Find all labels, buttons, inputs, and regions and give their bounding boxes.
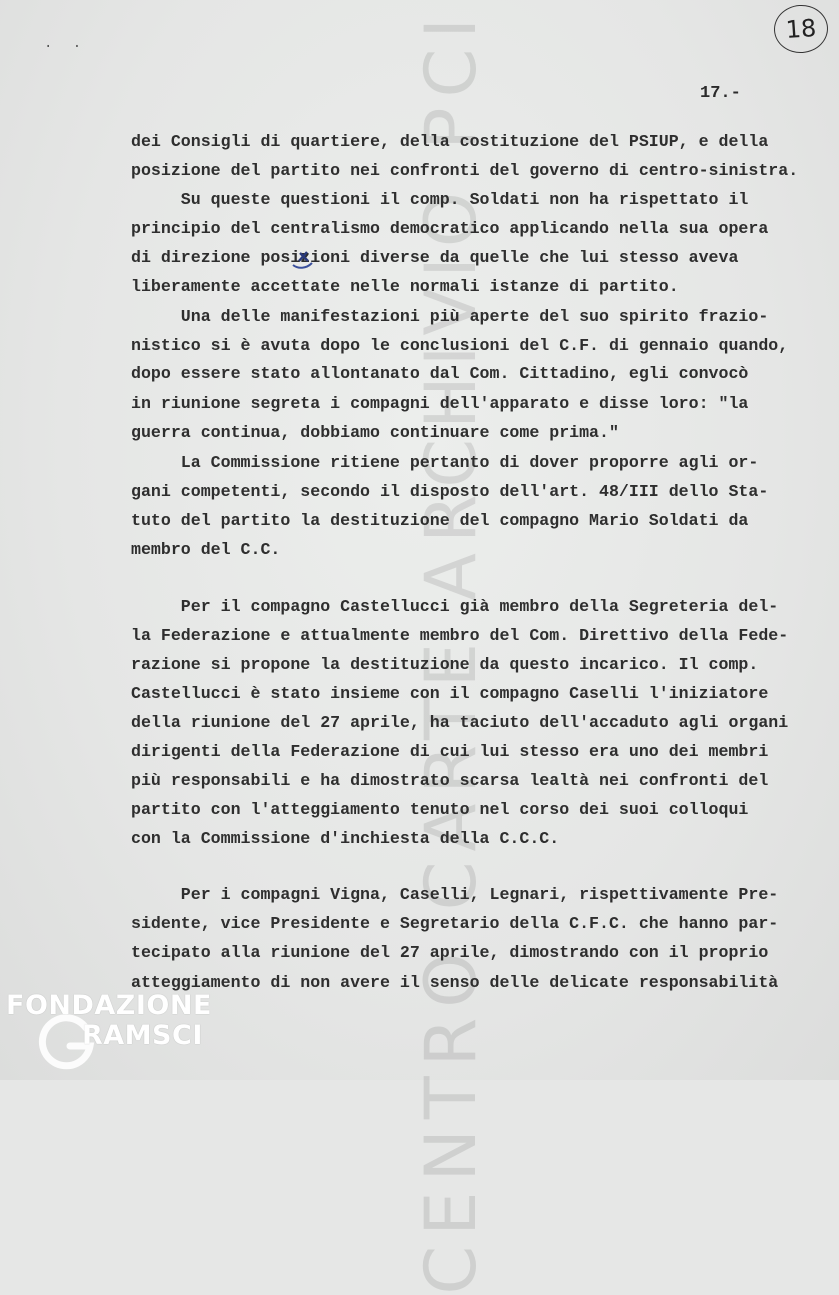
body-line: Castellucci è stato insieme con il compagno Caselli l'iniziatore	[131, 684, 769, 703]
body-line: Per i compagni Vigna, Caselli, Legnari, rispettivamente Pre-	[131, 885, 779, 904]
archive-stamp-text: CENTRO CARTE ARCHIVIO PCI	[410, 8, 492, 1295]
body-line: dirigenti della Federazione di cui lui stesso era uno dei membri	[131, 742, 769, 761]
logo-text-line1: FONDAZIONE	[6, 990, 212, 1021]
handwritten-correction-mark	[290, 247, 316, 271]
body-line: dopo essere stato allontanato dal Com. Cittadino, egli convocò	[131, 364, 749, 383]
body-line: posizione del partito nei confronti del governo di centro-sinistra.	[131, 161, 799, 180]
body-line: nistico si è avuta dopo le conclusioni del C.F. di gennaio quando,	[131, 336, 789, 355]
body-line: principio del centralismo democratico applicando nella sua opera	[131, 219, 769, 238]
body-line: razione si propone la destituzione da questo incarico. Il comp.	[131, 655, 759, 674]
body-line: della riunione del 27 aprile, ha taciuto dell'accaduto agli organi	[131, 713, 789, 732]
body-line: tecipato alla riunione del 27 aprile, dimostrando con il proprio	[131, 943, 769, 962]
body-line: liberamente accettate nelle normali istanze di partito.	[131, 277, 679, 296]
circled-folio-number: 18	[772, 3, 829, 55]
fondazione-gramsci-logo	[6, 990, 212, 1078]
body-line: tuto del partito la destituzione del compagno Mario Soldati da	[131, 511, 749, 530]
body-line: Per il compagno Castellucci già membro della Segreteria del-	[131, 597, 779, 616]
body-line: di direzione posizioni diverse da quelle che lui stesso aveva	[131, 248, 739, 267]
body-line: partito con l'atteggiamento tenuto nel corso dei suoi colloqui	[131, 800, 749, 819]
body-line: gani competenti, secondo il disposto dell'art. 48/III dello Sta-	[131, 482, 769, 501]
body-line: Una delle manifestazioni più aperte del suo spirito frazio-	[131, 307, 769, 326]
body-line: più responsabili e ha dimostrato scarsa lealtà nei confronti del	[131, 771, 769, 790]
body-line: guerra continua, dobbiamo continuare come prima."	[131, 423, 619, 442]
corner-dots: . .	[44, 36, 88, 52]
body-line: in riunione segreta i compagni dell'apparato e disse loro: "la	[131, 394, 749, 413]
logo-text-line2: RAMSCI	[82, 1020, 203, 1051]
page-number: 17.-	[700, 84, 741, 103]
body-line: La Commissione ritiene pertanto di dover proporre agli or-	[131, 453, 759, 472]
body-line: membro del C.C.	[131, 540, 281, 559]
body-line: atteggiamento di non avere il senso delle delicate responsabilità	[131, 973, 779, 992]
body-line: con la Commissione d'inchiesta della C.C.C.	[131, 829, 560, 848]
body-line: dei Consigli di quartiere, della costituzione del PSIUP, e della	[131, 132, 769, 151]
body-line: Su queste questioni il comp. Soldati non ha rispettato il	[131, 190, 749, 209]
body-line: la Federazione e attualmente membro del Com. Direttivo della Fede-	[131, 626, 789, 645]
body-line: sidente, vice Presidente e Segretario della C.F.C. che hanno par-	[131, 914, 779, 933]
